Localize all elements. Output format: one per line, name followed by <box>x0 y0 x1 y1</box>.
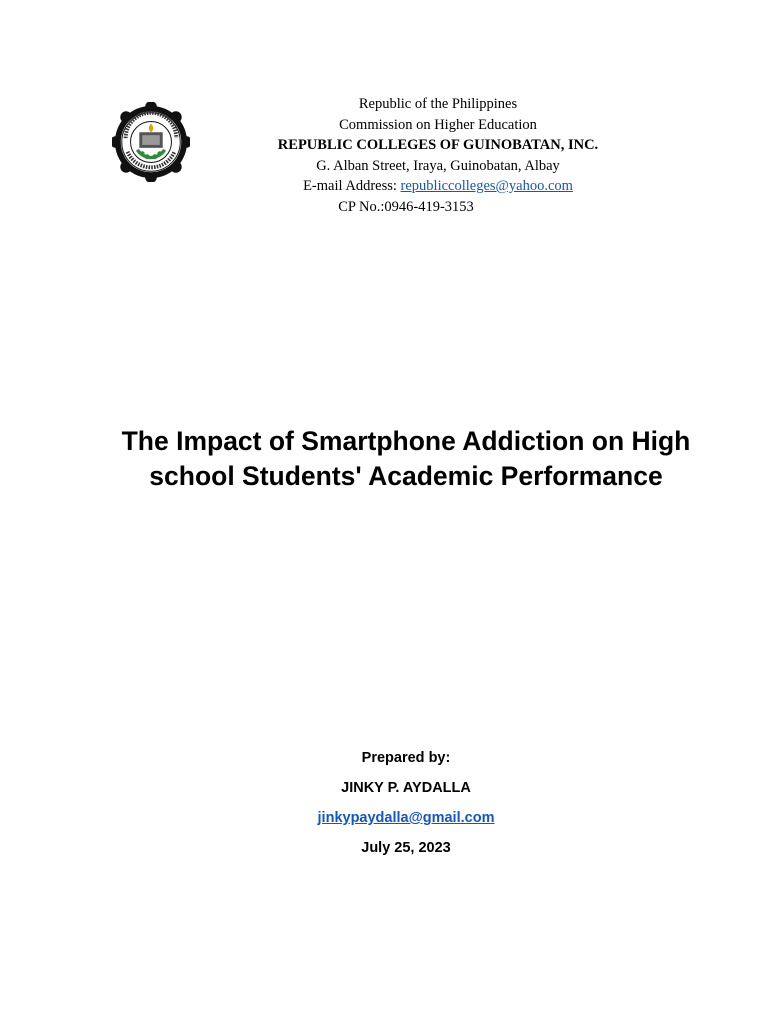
school-name: REPUBLIC COLLEGES OF GUINOBATAN, INC. <box>277 137 599 153</box>
document-title: The Impact of Smartphone Addiction on High school Students' Academic Performance <box>121 426 691 491</box>
author-name: JINKY P. AYDALLA <box>341 780 471 796</box>
cp-number: CP No.:0946-419-3153 <box>338 198 474 215</box>
country-line: Republic of the Philippines <box>358 96 518 112</box>
letterhead <box>230 94 646 217</box>
school-email-link[interactable]: republiccolleges@yahoo.com <box>400 178 573 194</box>
commission-line: Commission on Higher Education <box>339 116 537 133</box>
author-email-link[interactable]: jinkypaydalla@gmail.com <box>317 810 495 826</box>
prepared-by-block <box>206 746 606 866</box>
address-line: G. Alban Street, Iraya, Guinobatan, Albay <box>316 157 560 174</box>
document-date: July 25, 2023 <box>361 840 451 856</box>
school-seal-icon <box>112 102 190 182</box>
prepared-by-label: Prepared by: <box>361 750 451 766</box>
email-label: E-mail Address: <box>303 178 401 194</box>
email-line <box>230 176 646 197</box>
